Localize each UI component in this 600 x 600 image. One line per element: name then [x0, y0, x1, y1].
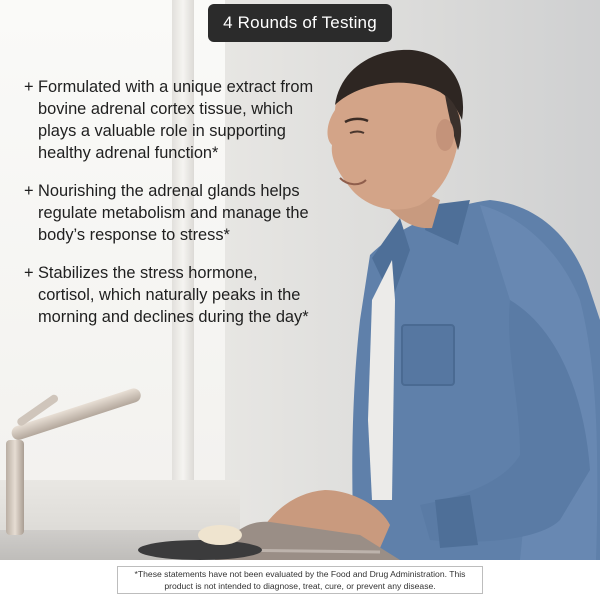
- benefits-list: [24, 76, 314, 344]
- disclaimer-line-1: *These statements have not been evaluated by the Food and Drug Administration. This: [134, 569, 466, 579]
- plus-icon: +: [24, 182, 34, 200]
- plus-icon: +: [24, 264, 34, 282]
- list-item: [24, 76, 314, 164]
- plus-icon: +: [24, 78, 34, 96]
- benefit-text: Nourishing the adrenal glands helps regulate metabolism and manage the body’s response to stress*: [38, 182, 309, 244]
- benefit-text: Formulated with a unique extract from bovine adrenal cortex tissue, which plays a valuable role in supporting healthy adrenal function*: [38, 78, 314, 162]
- testing-badge: [208, 4, 392, 42]
- testing-badge-label: 4 Rounds of Testing: [223, 13, 377, 32]
- fda-disclaimer: [117, 566, 483, 594]
- list-item: [24, 180, 314, 246]
- benefit-text: Stabilizes the stress hormone, cortisol, which naturally peaks in the morning and declines during the day*: [38, 264, 309, 326]
- disclaimer-line-2: product is not intended to diagnose, treat, cure, or prevent any disease.: [164, 580, 436, 591]
- list-item: [24, 262, 314, 328]
